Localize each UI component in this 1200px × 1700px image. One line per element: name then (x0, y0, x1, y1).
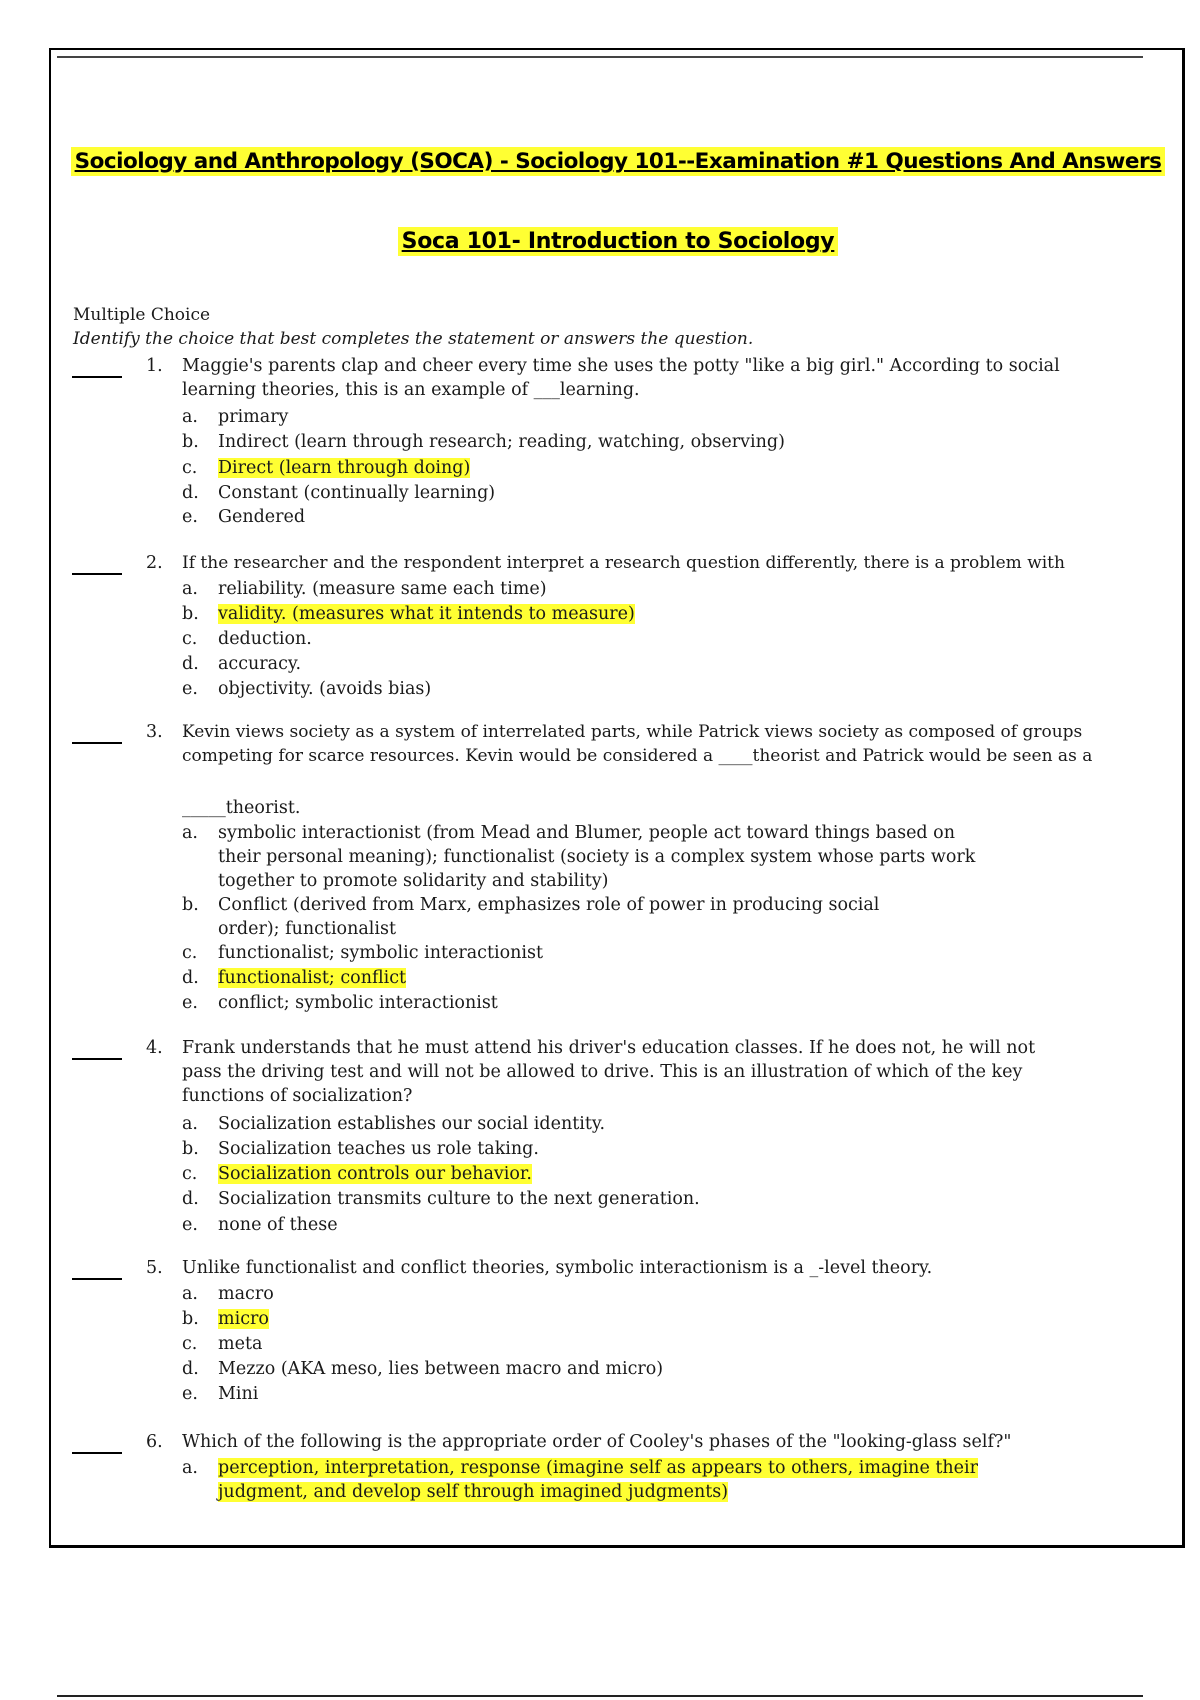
question-text: If the researcher and the respondent interpret a research question differently, there is a problem with (182, 553, 1065, 573)
option-letter: e. (182, 993, 198, 1013)
question-text: Maggie's parents clap and cheer every time she uses the potty "like a big girl." According to social learning theories, this is an example of ___learning. (182, 356, 1060, 400)
option-letter: d. (182, 1189, 199, 1209)
option-text-highlighted: validity. (measures what it intends to measure) (218, 604, 635, 624)
option-letter: a. (182, 407, 198, 427)
answer-blank[interactable] (72, 742, 122, 744)
question-number: 4. (146, 1038, 163, 1058)
option-text: Mezzo (AKA meso, lies between macro and micro) (218, 1359, 664, 1379)
option-letter: b. (182, 432, 199, 452)
option-letter: e. (182, 1215, 198, 1235)
option-letter: d. (182, 968, 199, 988)
question-text: Kevin views society as a system of interrelated parts, while Patrick views society as composed of groups competing for scarce resources. Kevin would be considered a ____theorist and Patrick would be seen as a (182, 722, 1093, 766)
option-text: Socialization transmits culture to the next generation. (218, 1189, 700, 1209)
option-text-highlighted: functionalist; conflict (218, 968, 407, 988)
option-text: Gendered (218, 507, 306, 527)
option-letter: e. (182, 679, 198, 699)
question-number: 1. (146, 356, 163, 376)
answer-blank[interactable] (72, 1278, 122, 1280)
question-text: Which of the following is the appropriate order of Cooley's phases of the "looking-glass self?" (182, 1432, 1012, 1452)
option-text: primary (218, 407, 289, 427)
section-heading: Multiple Choice (73, 305, 211, 325)
option-letter: a. (182, 1458, 198, 1478)
question-text: Frank understands that he must attend his driver's education classes. If he does not, he will not pass the driving test and will not be allowed to drive. This is an illustration of which of the key functions of socialization? (182, 1038, 1036, 1106)
option-text: Socialization teaches us role taking. (218, 1139, 539, 1159)
top-rule (57, 56, 1143, 58)
option-letter: a. (182, 1284, 198, 1304)
answer-blank[interactable] (72, 1452, 122, 1454)
option-letter: d. (182, 654, 199, 674)
option-text: none of these (218, 1215, 338, 1235)
question-number: 2. (146, 553, 163, 573)
option-text: symbolic interactionist (from Mead and Blumer, people act toward things based on their personal meaning); functionalist (society is a complex system whose parts work together to promote solidarity and stability) (218, 823, 976, 891)
option-text: Constant (continually learning) (218, 483, 496, 503)
question-number: 3. (146, 722, 163, 742)
question-number: 5. (146, 1258, 163, 1278)
answer-blank[interactable] (72, 376, 122, 378)
option-letter: b. (182, 1309, 199, 1329)
option-text: Conflict (derived from Marx, emphasizes role of power in producing social order); functionalist (218, 895, 880, 939)
option-letter: c. (182, 458, 198, 478)
option-text-highlighted: perception, interpretation, response (imagine self as appears to others, imagine their judgment, and develop self through imagined judgments) (218, 1458, 978, 1502)
document-subtitle: Soca 101- Introduction to Sociology (0, 229, 1200, 254)
option-letter: b. (182, 604, 199, 624)
option-letter: a. (182, 823, 198, 843)
answer-blank[interactable] (72, 573, 122, 575)
option-letter: d. (182, 1359, 199, 1379)
answer-blank[interactable] (72, 1058, 122, 1060)
option-text-highlighted: micro (218, 1309, 269, 1329)
document-title: Sociology and Anthropology (SOCA) - Sociology 101--Examination #1 Questions And Answers (0, 149, 1200, 174)
option-text: functionalist; symbolic interactionist (218, 943, 544, 963)
question-text-continued: _____theorist. (182, 798, 301, 818)
option-text-highlighted: Direct (learn through doing) (218, 458, 471, 478)
bottom-rule (57, 1695, 1143, 1697)
option-text-highlighted: Socialization controls our behavior. (218, 1164, 532, 1184)
option-letter: e. (182, 1384, 198, 1404)
option-letter: c. (182, 1334, 198, 1354)
option-letter: c. (182, 1164, 198, 1184)
option-letter: a. (182, 1114, 198, 1134)
option-letter: d. (182, 483, 199, 503)
option-letter: e. (182, 507, 198, 527)
option-letter: c. (182, 943, 198, 963)
option-text: reliability. (measure same each time) (218, 579, 547, 599)
option-text: macro (218, 1284, 274, 1304)
option-text: accuracy. (218, 654, 302, 674)
option-text: deduction. (218, 629, 312, 649)
option-text: meta (218, 1334, 263, 1354)
option-letter: b. (182, 895, 199, 915)
option-text: Indirect (learn through research; reading, watching, observing) (218, 432, 785, 452)
instructions: Identify the choice that best completes the statement or answers the question. (73, 329, 754, 349)
option-text: Mini (218, 1384, 259, 1404)
option-letter: b. (182, 1139, 199, 1159)
option-text: Socialization establishes our social identity. (218, 1114, 606, 1134)
question-text: Unlike functionalist and conflict theories, symbolic interactionism is a _-level theory. (182, 1258, 933, 1278)
question-number: 6. (146, 1432, 163, 1452)
option-text: objectivity. (avoids bias) (218, 679, 432, 699)
option-letter: a. (182, 579, 198, 599)
option-text: conflict; symbolic interactionist (218, 993, 498, 1013)
option-letter: c. (182, 629, 198, 649)
